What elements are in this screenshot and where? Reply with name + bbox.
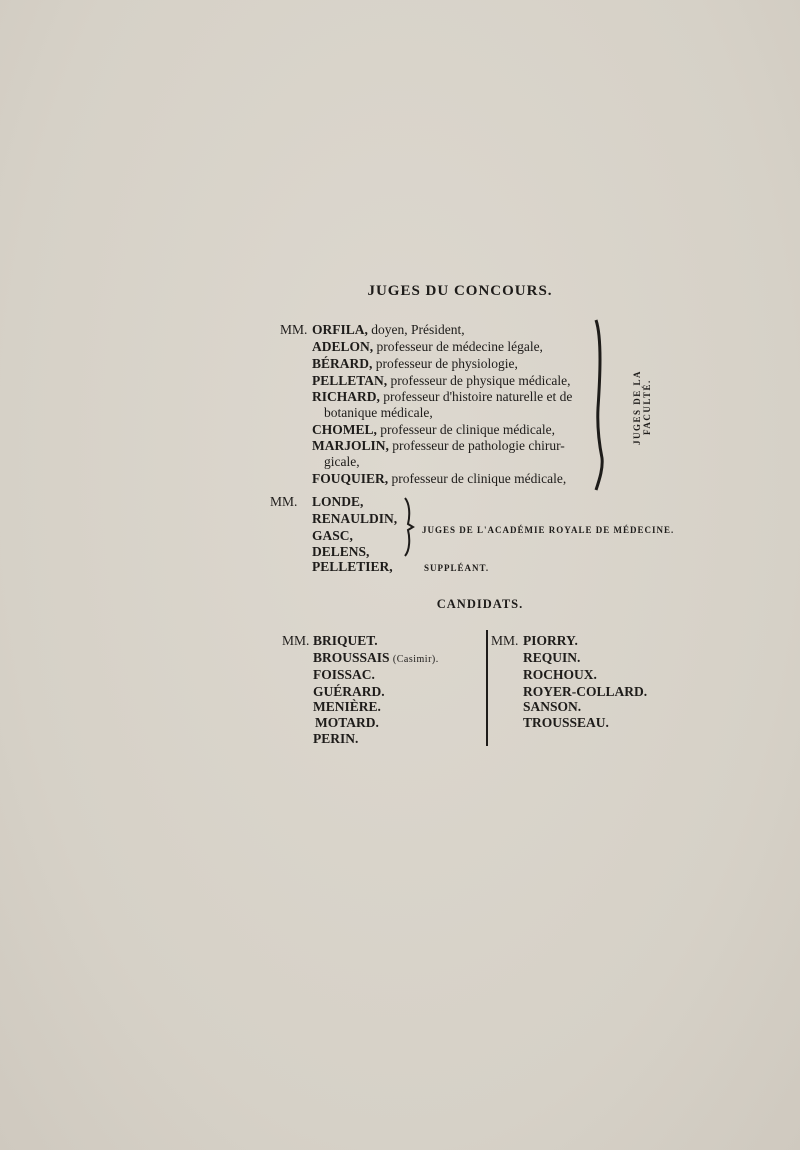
candidates-divider	[486, 630, 488, 746]
candidate-name: SANSON.	[523, 699, 582, 714]
substitute-label: SUPPLÉANT.	[424, 563, 490, 573]
candidate-name: ROCHOUX.	[523, 667, 597, 682]
faculty-brace-label: JUGES DE LA FACULTÉ.	[632, 370, 652, 446]
judge-line	[312, 339, 543, 355]
candidate-name: PERIN.	[313, 731, 359, 746]
judge-line	[312, 438, 565, 454]
judge-name: PELLETAN,	[312, 373, 388, 388]
judge-desc: professeur de clinique médicale,	[391, 471, 567, 486]
judge-desc: botanique médicale,	[324, 405, 433, 420]
candidate-name: FOISSAC.	[313, 667, 375, 682]
judge-line-continued	[324, 454, 360, 470]
candidate-name: BRIQUET.	[313, 633, 378, 648]
candidate-name: REQUIN.	[523, 650, 581, 665]
candidate-line	[313, 650, 439, 668]
academy-judge-name: GASC,	[312, 528, 353, 543]
academy-judge-name: DELENS,	[312, 544, 370, 559]
academy-judge-name: RENAULDIN,	[312, 511, 398, 526]
judge-line	[312, 389, 572, 405]
judge-name: ADELON,	[312, 339, 374, 354]
candidate-name: GUÉRARD.	[313, 684, 385, 699]
faculty-prefix: MM.	[280, 322, 308, 337]
candidate-name: MOTARD.	[315, 715, 379, 730]
candidate-name: TROUSSEAU.	[523, 715, 609, 730]
faculty-brace	[588, 318, 618, 493]
judge-desc: professeur de physiologie,	[375, 356, 518, 371]
judge-line	[312, 322, 465, 338]
academy-brace-label: JUGES DE L'ACADÉMIE ROYALE DE MÉDECINE.	[422, 525, 675, 535]
judge-desc: professeur de pathologie chirur-	[392, 438, 565, 453]
candidates-prefix-left: MM.	[282, 633, 310, 648]
candidate-name: ROYER-COLLARD.	[523, 684, 648, 699]
judge-desc: professeur de clinique médicale,	[380, 422, 555, 437]
judge-name: CHOMEL,	[312, 422, 377, 437]
judge-name: RICHARD,	[312, 389, 380, 404]
page-title: JUGES DU CONCOURS.	[367, 283, 553, 299]
judge-desc: doyen, Président,	[371, 322, 465, 337]
judge-desc: gicale,	[324, 454, 360, 469]
academy-prefix: MM.	[270, 494, 298, 509]
judge-line	[312, 422, 555, 438]
judge-desc: professeur de physique médicale,	[390, 373, 571, 388]
judge-desc: professeur d'histoire naturelle et de	[383, 389, 573, 404]
academy-judge-name: PELLETIER,	[312, 559, 393, 574]
judge-line-continued	[324, 405, 433, 421]
judge-name: ORFILA,	[312, 322, 368, 337]
candidate-note: (Casimir).	[392, 654, 439, 665]
candidate-name: PIORRY.	[523, 633, 578, 648]
judge-name: BÉRARD,	[312, 356, 373, 371]
judge-line	[312, 356, 518, 372]
candidates-heading: CANDIDATS.	[436, 597, 524, 611]
candidates-prefix-right: MM.	[491, 633, 519, 648]
candidate-name: MENIÈRE.	[313, 699, 381, 714]
academy-judge-name: LONDE,	[312, 494, 364, 509]
candidate-name: BROUSSAIS	[313, 650, 390, 665]
judge-name: FOUQUIER,	[312, 471, 389, 486]
judge-desc: professeur de médecine légale,	[376, 339, 543, 354]
judge-line	[312, 471, 566, 487]
judge-line	[312, 373, 570, 389]
academy-brace	[400, 496, 420, 558]
judge-name: MARJOLIN,	[312, 438, 389, 453]
